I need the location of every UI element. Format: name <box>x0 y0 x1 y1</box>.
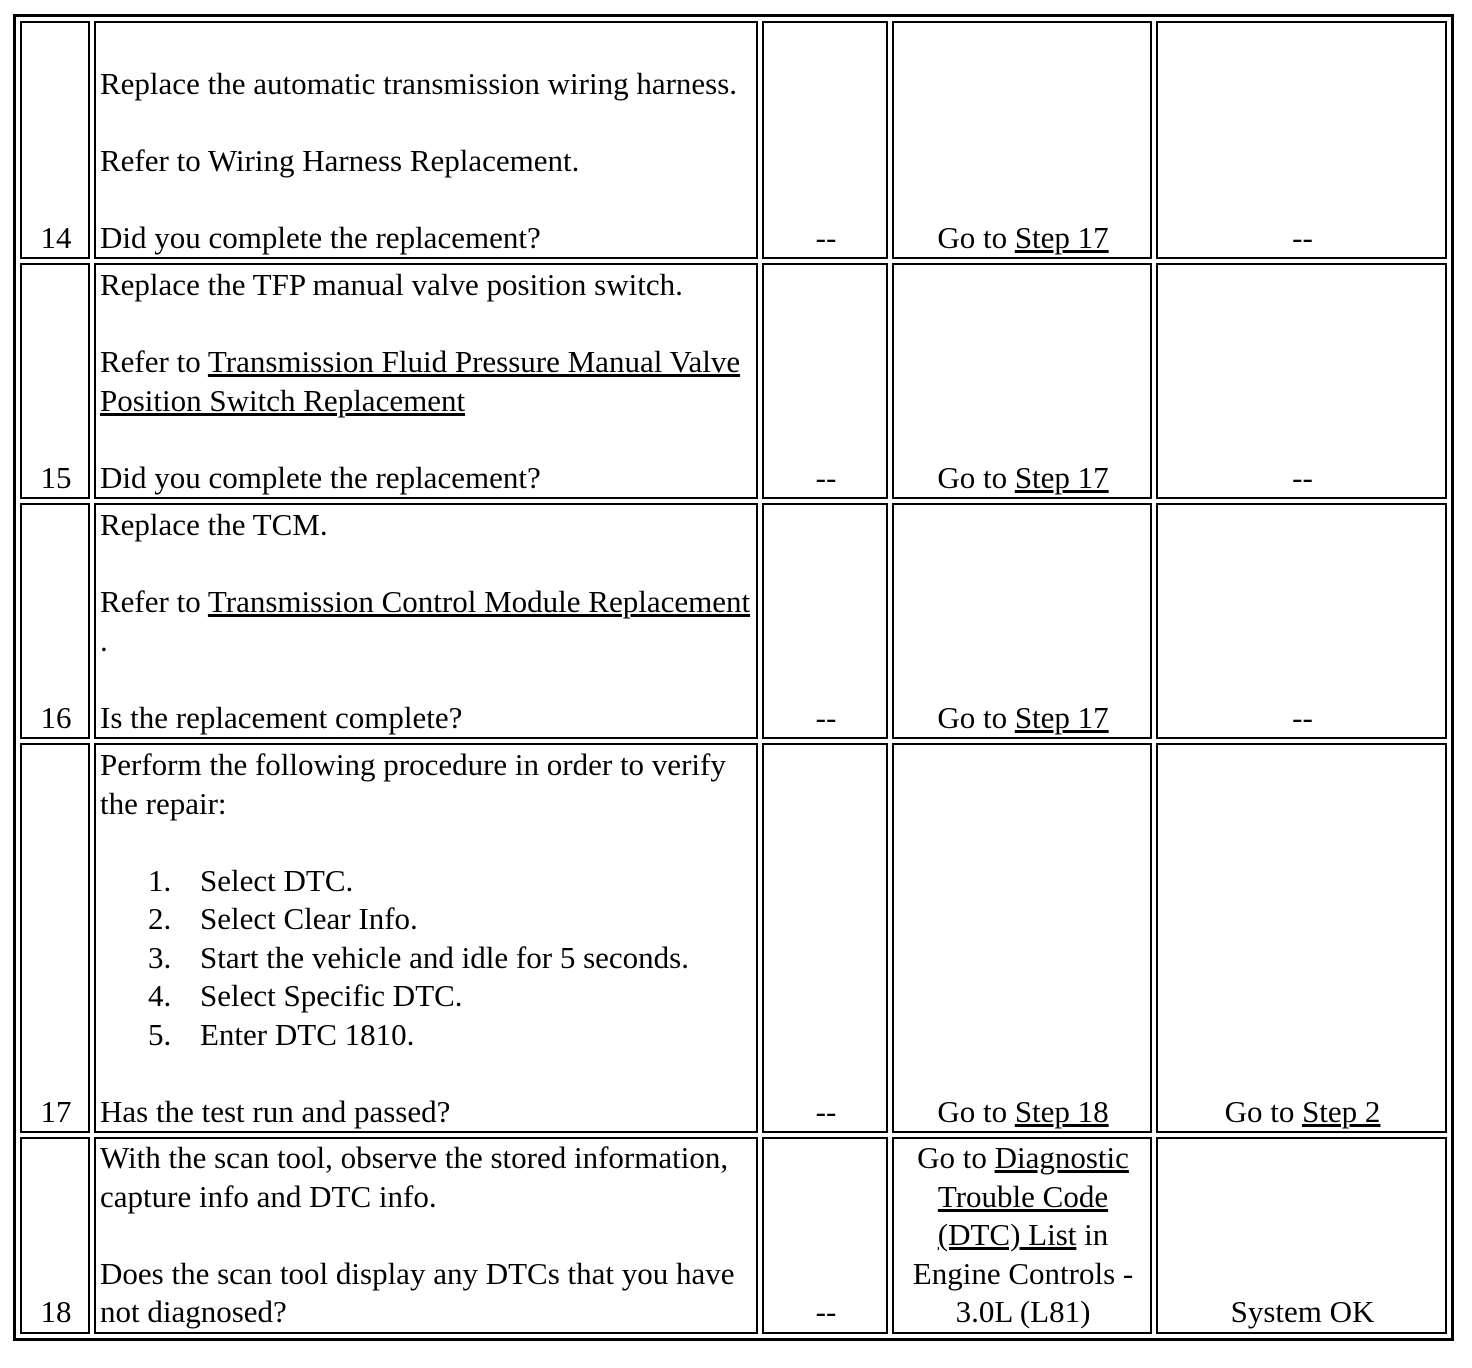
step-number: 16 <box>20 503 90 739</box>
yes-cell <box>892 743 1152 1133</box>
values-cell: -- <box>762 21 888 259</box>
action-cell <box>94 1137 758 1334</box>
list-item <box>148 1016 754 1055</box>
list-number: 5. <box>148 1016 172 1052</box>
step-link[interactable]: Step 18 <box>1014 1093 1109 1129</box>
table-row <box>20 1137 1447 1334</box>
yes-prefix: Go to <box>937 1093 1015 1129</box>
table-row <box>20 503 1447 739</box>
diagnostic-steps-table <box>13 14 1454 1341</box>
action-text: Replace the TFP manual valve position switch. <box>100 267 683 302</box>
yes-cell <box>892 503 1152 739</box>
list-item <box>148 939 754 978</box>
refer-prefix: Refer to <box>100 584 208 619</box>
refer-prefix: Refer to <box>100 344 208 379</box>
action-text: Replace the TCM. <box>100 507 328 542</box>
list-item <box>148 900 754 939</box>
action-text: Replace the automatic transmission wiring harness. <box>100 65 738 101</box>
list-text: Select DTC. <box>200 862 354 898</box>
action-cell <box>94 21 758 259</box>
refer-text: Refer to Wiring Harness Replacement. <box>100 142 580 178</box>
list-number: 4. <box>148 978 172 1013</box>
values-cell: -- <box>762 743 888 1133</box>
list-number: 2. <box>148 901 172 936</box>
step-number: 15 <box>20 263 90 499</box>
no-cell <box>1156 743 1447 1133</box>
step-link[interactable]: Step 2 <box>1302 1093 1381 1129</box>
action-cell <box>94 263 758 499</box>
no-cell: System OK <box>1156 1137 1447 1334</box>
yes-prefix: Go to <box>937 459 1015 495</box>
yes-cell <box>892 1137 1152 1334</box>
yes-prefix: Go to <box>937 219 1015 255</box>
refer-text <box>100 583 754 660</box>
refer-text <box>100 343 754 420</box>
yes-prefix: Go to <box>937 699 1015 735</box>
values-cell: -- <box>762 503 888 739</box>
step-link[interactable]: Step 17 <box>1014 219 1109 255</box>
step-link[interactable]: Step 17 <box>1014 699 1109 735</box>
list-number: 3. <box>148 939 172 975</box>
table-row <box>20 21 1447 259</box>
question-text: Is the replacement complete? <box>100 699 463 735</box>
yes-cell <box>892 263 1152 499</box>
list-item <box>148 977 754 1016</box>
step-number: 18 <box>20 1137 90 1334</box>
list-item <box>148 862 754 901</box>
question-text: Has the test run and passed? <box>100 1093 451 1129</box>
list-text: Start the vehicle and idle for 5 seconds. <box>200 939 689 975</box>
action-text: With the scan tool, observe the stored information, capture info and DTC info. <box>100 1140 729 1214</box>
question-text: Does the scan tool display any DTCs that you have not diagnosed? <box>100 1255 735 1329</box>
refer-suffix: . <box>100 622 108 658</box>
refer-link[interactable]: Transmission Fluid Pressure Manual Valve Position Switch Replacement <box>100 344 741 418</box>
yes-suffix: in Engine Controls - 3.0L (L81) <box>912 1217 1134 1329</box>
yes-prefix: Go to <box>917 1140 995 1175</box>
action-cell <box>94 743 758 1133</box>
procedure-list <box>100 862 754 1055</box>
action-cell <box>94 503 758 739</box>
table-row <box>20 263 1447 499</box>
values-cell: -- <box>762 263 888 499</box>
list-text: Select Specific DTC. <box>200 978 463 1013</box>
question-text: Did you complete the replacement? <box>100 459 541 495</box>
yes-cell <box>892 21 1152 259</box>
no-cell: -- <box>1156 263 1447 499</box>
no-prefix: Go to <box>1224 1093 1303 1129</box>
list-number: 1. <box>148 862 172 898</box>
step-number: 17 <box>20 743 90 1133</box>
list-text: Select Clear Info. <box>200 901 418 936</box>
step-link[interactable]: Step 17 <box>1014 459 1109 495</box>
values-cell: -- <box>762 1137 888 1334</box>
table-row <box>20 743 1447 1133</box>
list-text: Enter DTC 1810. <box>200 1016 415 1052</box>
question-text: Did you complete the replacement? <box>100 219 541 255</box>
no-cell: -- <box>1156 503 1447 739</box>
step-number: 14 <box>20 21 90 259</box>
action-text: Perform the following procedure in order to verify the repair: <box>100 747 726 821</box>
refer-link[interactable]: Transmission Control Module Replacement <box>207 584 751 619</box>
dtc-list-link[interactable]: Diagnostic Trouble Code (DTC) List <box>937 1140 1129 1252</box>
no-cell: -- <box>1156 21 1447 259</box>
